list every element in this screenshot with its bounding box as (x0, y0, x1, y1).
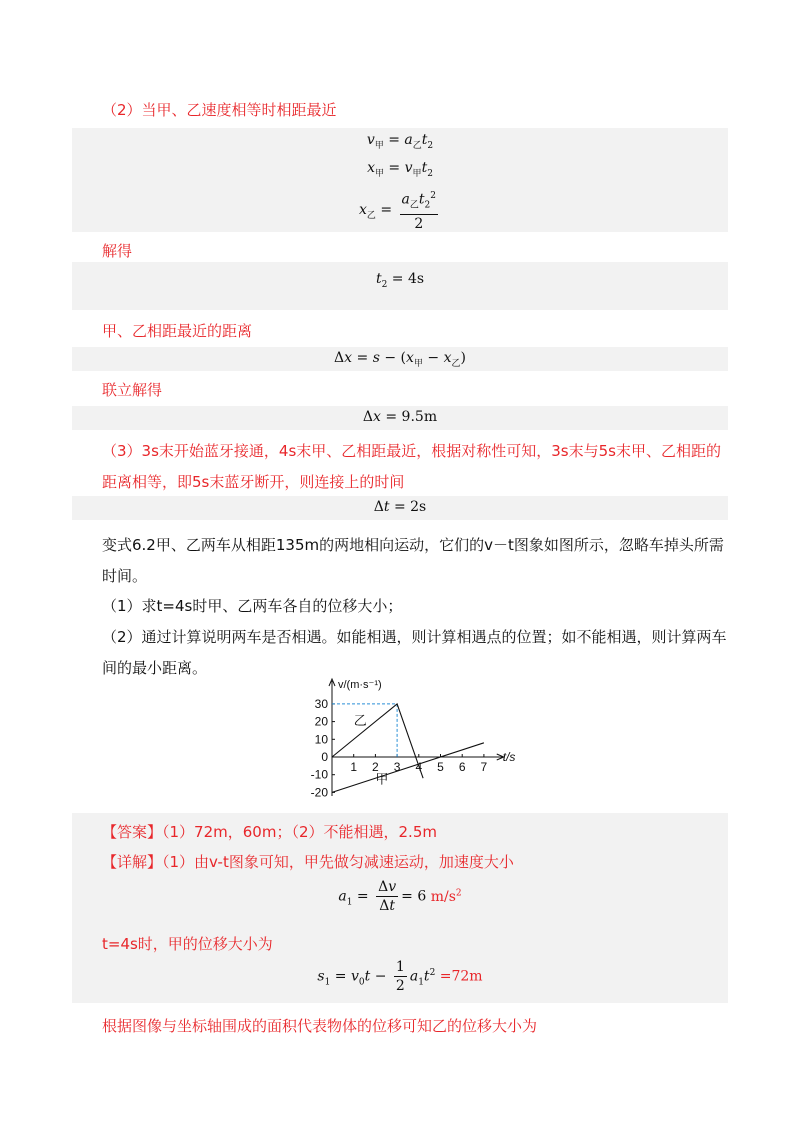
y-tick-label: 20 (314, 714, 328, 729)
x-tick-label: 1 (350, 760, 358, 774)
question-1: （1）求t=4s时甲、乙两车各自的位移大小； (102, 597, 403, 615)
x-tick-label: 2 (372, 760, 379, 774)
equation-box-dx-value (72, 406, 728, 430)
jiede-label-1: 解得 (102, 242, 133, 260)
series-label-jia: 甲 (375, 771, 389, 787)
equation-box-speed (72, 128, 728, 232)
problem-text: 变式6.2甲、乙两车从相距135m的两地相向运动，它们的v－t图象如图所示，忽略车掉头所需时间。 (102, 536, 724, 585)
x-axis-label: t/s (502, 750, 516, 764)
y-tick-label: -10 (310, 767, 328, 782)
answer-line (102, 821, 437, 842)
detail-text: （1）由v-t图象可知，甲先做匀减速运动，加速度大小 (162, 853, 514, 871)
t4-text: t=4s时，甲的位移大小为 (102, 935, 273, 953)
x-tick-label: 7 (480, 760, 488, 774)
y-tick-label: 10 (314, 732, 328, 747)
part3-text: （3）3s末开始蓝牙接通，4s末甲、乙相距最近，根据对称性可知，3s末与5s末甲、乙相距的距离相等，即5s末蓝牙断开，则连接上的时间 (102, 442, 721, 491)
answer-label: 【答案】 (102, 823, 163, 841)
y-tick-label: 0 (321, 750, 328, 764)
series-label-yi: 乙 (353, 713, 367, 729)
y-axis-label: v/(m·s⁻¹) (338, 679, 382, 691)
equation-box-t2 (72, 262, 728, 310)
last-line: 根据图像与坐标轴围成的面积代表物体的位移可知乙的位移大小为 (102, 1017, 538, 1035)
lianli-label: 联立解得 (102, 381, 163, 399)
y-tick-label: -20 (310, 785, 328, 800)
part2-heading: （2）当甲、乙速度相等时相距最近 (102, 101, 337, 119)
detail-label: 【详解】 (102, 853, 163, 871)
equation-dx-formula: $\Delta x = s - (x_甲 - x_乙)$ (334, 350, 466, 369)
x-tick-label: 5 (437, 760, 444, 774)
equation-a1: $a_1$ = $\frac{\Delta v}{\Delta t}$ = 6 $m/s^2$ (338, 879, 462, 914)
equation-box-dx (72, 347, 728, 371)
equation-box-dt (72, 496, 728, 520)
vt-chart (300, 675, 530, 805)
answer-text: （1）72m，60m；（2）不能相遇，2.5m (162, 823, 437, 841)
question-2: （2）通过计算说明两车是否相遇。如能相遇，则计算相遇点的位置；如不能相遇，则计算两车间的最小距离。 (102, 628, 727, 677)
equation-s1: $s_1 = v_0t$ − $\frac{1}{2}$ $a_1t^2 =72m$ (317, 959, 483, 994)
x-tick-label: 3 (393, 760, 401, 774)
equation-v-jia: $v_甲 = a_乙t_2$ (366, 132, 434, 151)
equation-x-jia: $x_甲 = v_甲t_2$ (367, 160, 433, 179)
y-tick-label: 30 (314, 696, 328, 711)
x-tick-label: 6 (458, 760, 466, 774)
equation-x-yi: $x_乙$ = $\frac{a_乙t_2^2}{2}$ (72, 188, 728, 232)
answer-box (72, 813, 728, 1003)
closest-distance-label: 甲、乙相距最近的距离 (102, 322, 253, 340)
equation-t2: $t_2 = 4s$ (375, 271, 425, 290)
equation-dx-value: Δx = 9.5m (362, 409, 438, 425)
equation-dt: Δt = 2s (373, 499, 427, 515)
detail-line (102, 851, 514, 872)
x-tick-label: 4 (415, 760, 423, 774)
